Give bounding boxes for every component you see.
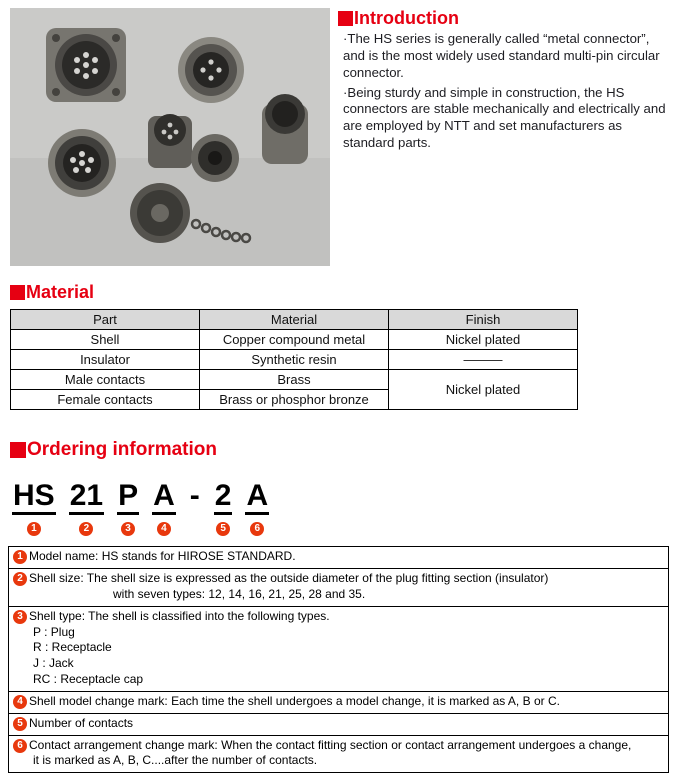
number-badge-6: 6 <box>250 522 264 536</box>
introduction-section <box>338 8 670 265</box>
intro-paragraph: ·The HS series is generally called “metal connector”, and is the most widely used standard multi-pin circular connector. <box>343 30 660 80</box>
code-segment-shell-type <box>117 480 139 537</box>
note-item <box>9 691 668 713</box>
code-segment-model <box>12 480 56 537</box>
cell-part: Male contacts <box>11 369 200 389</box>
cell-finish: Nickel plated <box>389 329 578 349</box>
code-segment-contacts <box>214 480 233 537</box>
cell-material: Synthetic resin <box>200 349 389 369</box>
number-badge-1: 1 <box>27 522 41 536</box>
code-text: A <box>152 480 176 516</box>
col-header-finish: Finish <box>389 309 578 329</box>
number-badge-3: 3 <box>121 522 135 536</box>
table-row <box>11 329 578 349</box>
cell-material: Brass or phosphor bronze <box>200 389 389 409</box>
note-text: Contact arrangement change mark: When the contact fitting section or contact arrangement undergoes a change, <box>29 737 632 752</box>
number-badge-4: 4 <box>13 695 27 709</box>
code-text: P <box>117 480 139 516</box>
note-item <box>9 735 668 773</box>
code-segment-shell-size <box>69 480 104 537</box>
cell-material: Brass <box>200 369 389 389</box>
table-header-row <box>11 309 578 329</box>
note-text: Shell model change mark: Each time the shell undergoes a model change, it is marked as A, B or C. <box>29 693 560 708</box>
note-item <box>9 547 668 568</box>
red-square-icon <box>338 11 353 26</box>
ordering-heading <box>10 440 677 460</box>
note-item <box>9 568 668 606</box>
note-subline: with seven types: 12, 14, 16, 21, 25, 28 and 35. <box>113 586 366 601</box>
introduction-title: Introduction <box>354 8 459 28</box>
note-text: Shell type: The shell is classified into the following types. <box>29 608 330 623</box>
note-item <box>9 606 668 691</box>
code-text: 21 <box>69 480 104 516</box>
col-header-part: Part <box>11 309 200 329</box>
ordering-section <box>10 440 677 536</box>
number-badge-3: 3 <box>13 610 27 624</box>
number-badge-5: 5 <box>13 717 27 731</box>
code-text: - <box>189 478 200 512</box>
note-subline: RC : Receptacle cap <box>33 672 144 687</box>
cell-material: Copper compound metal <box>200 329 389 349</box>
code-segment-hyphen <box>189 480 201 513</box>
material-heading <box>10 283 677 302</box>
connectors-photo-illustration <box>10 8 330 266</box>
cell-part: Insulator <box>11 349 200 369</box>
number-badge-2: 2 <box>13 572 27 586</box>
red-square-icon <box>10 285 25 300</box>
ordering-notes-box <box>8 546 669 773</box>
table-row <box>11 349 578 369</box>
cell-finish: Nickel plated <box>389 369 578 409</box>
note-text: Shell size: The shell size is expressed as the outside diameter of the plug fitting section (insulator) <box>29 571 549 586</box>
number-badge-2: 2 <box>79 522 93 536</box>
note-subline: P : Plug <box>33 624 75 639</box>
ordering-title: Ordering information <box>27 438 217 460</box>
code-segment-contact-mark <box>245 480 269 537</box>
note-text: Number of contacts <box>29 715 134 730</box>
top-section <box>0 0 677 265</box>
code-text: HS <box>12 480 56 516</box>
note-subline: J : Jack <box>33 656 74 671</box>
table-row <box>11 369 578 389</box>
number-badge-1: 1 <box>13 550 27 564</box>
note-subline: R : Receptacle <box>33 640 112 655</box>
number-badge-6: 6 <box>13 739 27 753</box>
note-text: Model name: HS stands for HIROSE STANDARD. <box>29 549 296 564</box>
intro-paragraph: ·Being sturdy and simple in construction, the HS connectors are stable mechanically and electrically and are employed by NTT and set manufacturers as standard parts. <box>343 84 666 151</box>
number-badge-5: 5 <box>216 522 230 536</box>
note-item <box>9 713 668 735</box>
code-text: 2 <box>214 480 233 516</box>
material-section <box>10 283 677 410</box>
red-square-icon <box>10 442 26 458</box>
introduction-heading <box>338 9 670 28</box>
connectors-photo <box>10 8 330 265</box>
col-header-material: Material <box>200 309 389 329</box>
code-segment-shell-mark <box>152 480 176 537</box>
cell-part: Female contacts <box>11 389 200 409</box>
model-code <box>12 480 677 537</box>
note-subline: it is marked as A, B, C....after the number of contacts. <box>33 753 318 768</box>
code-text: A <box>245 480 269 516</box>
material-title: Material <box>26 282 95 302</box>
material-table <box>10 309 578 410</box>
number-badge-4: 4 <box>157 522 171 536</box>
cell-finish: ——— <box>389 349 578 369</box>
cell-part: Shell <box>11 329 200 349</box>
